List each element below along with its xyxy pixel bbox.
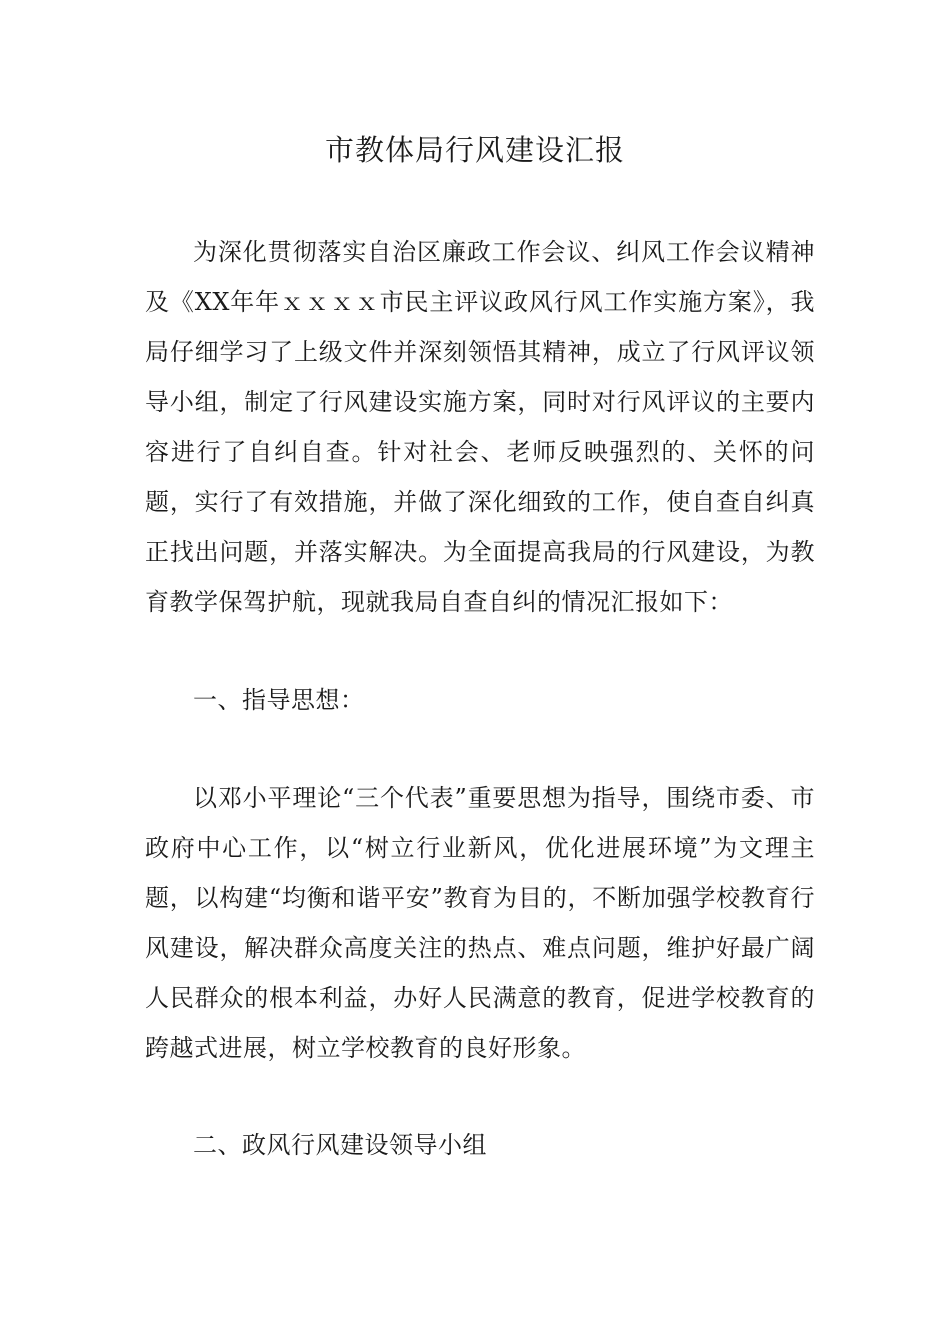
document-title: 市教体局行风建设汇报 (324, 133, 625, 167)
section-heading-guiding-thought: 一、指导思想： (193, 686, 365, 714)
guiding-thought-paragraph: 以邓小平理论“三个代表”重要思想为指导，围绕市委、市政府中心工作，以“树立行业新风，优化进展环境”为文理主题，以构建“均衡和谐平安”教育为目的，不断加强学校教育行风建设，解决群众高度关注的热点、难点问题，维护好最广阔人民群众的根本利益，办好人民满意的教育，促进学校教育的跨越式进展，树立学校教育的良好形象。 (145, 784, 815, 1062)
intro-paragraph: 为深化贯彻落实自治区廉政工作会议、纠风工作会议精神及《XX年年ｘｘｘｘ市民主评议政风行风工作实施方案》，我局仔细学习了上级文件并深刻领悟其精神，成立了行风评议领导小组，制定了行风建设实施方案，同时对行风评议的主要内容进行了自纠自查。针对社会、老师反映强烈的、关怀的问题，实行了有效措施，并做了深化细致的工作，使自查自纠真正找出问题，并落实解决。为全面提高我局的行风建设，为教育教学保驾护航，现就我局自查自纠的情况汇报如下： (145, 238, 815, 616)
section-heading-leadership-group: 二、政风行风建设领导小组 (193, 1131, 487, 1159)
